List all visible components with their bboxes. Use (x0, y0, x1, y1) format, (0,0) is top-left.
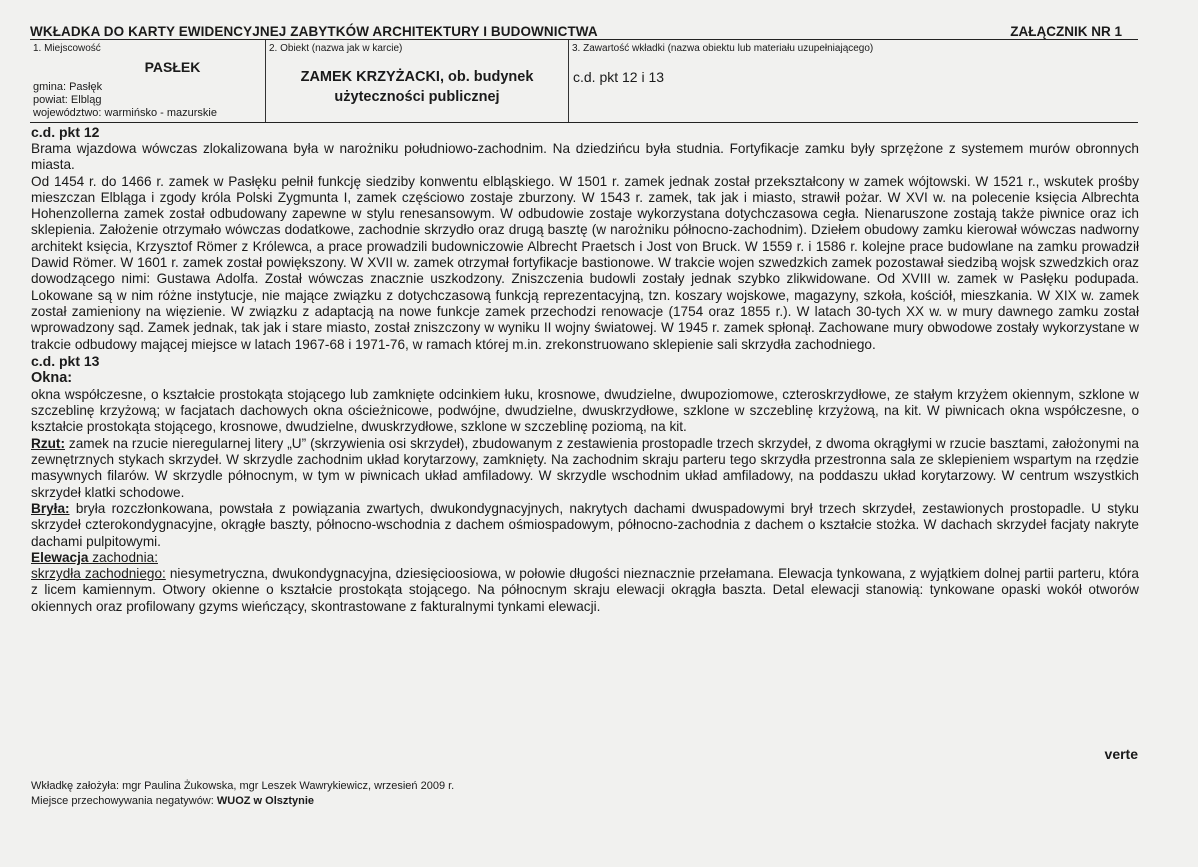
content-field (569, 40, 1138, 122)
west-wing-text: niesymetryczna, dwukondygnacyjna, dziesięcioosiowa, w połowie długości nieznacznie przełamana. Elewacja tynkowana, z wyjątkiem dolnej partii parteru, która z licem kamiennym. Otwory okienne o kształcie prostokąta stojącego. Na północnym skraju elewacji okrągła baszta. Detal elewacji stanowią: tynkowane opaski wokół otworów okiennych oraz profilowany gzyms wieńczący, skontrastowane z fakturalnymi tynkami elewacji. (31, 566, 1139, 614)
paragraph-windows: okna współczesne, o kształcie prostokąta stojącego lub zamknięte odcinkiem łuku, krosnowe, dwudzielne, dwupoziomowe, czteroskrzydłowe, ze stałym krzyżem okiennym, szklone w szczeblinę krzyżową; w facjatach dachowych okna ościeżnicowe, podwójne, dwudzielne, dwuskrzydłowe, szklone w szczeblinę krzyżową, na kit. W piwnicach okna współczesne, o kształcie prostokąta stojącego, krosnowe, dwudzielne, dwuskrzydłowe, szklone w szczeblinę poziomą, na kit. (31, 386, 1139, 435)
massing-label: Bryła: (31, 500, 70, 516)
locality-field (30, 40, 266, 122)
elevation-sublabel: zachodnia: (88, 549, 158, 565)
wojewodztwo-text: województwo: warmińsko - mazurskie (33, 107, 217, 119)
west-wing-label: skrzydła zachodniego: (31, 566, 166, 582)
paragraph-plan (31, 436, 1139, 501)
object-field (266, 40, 569, 122)
admin-units (30, 81, 265, 120)
form-title: WKŁADKA DO KARTY EWIDENCYJNEJ ZABYTKÓW ARCHITEKTURY I BUDOWNICTWA (30, 24, 598, 39)
content-label: 3. Zawartość wkładki (nazwa obiektu lub materiału uzupełniającego) (572, 43, 874, 54)
authors-line: Wkładkę założyła: mgr Paulina Żukowska, mgr Leszek Wawrykiewicz, wrzesień 2009 r. (31, 780, 455, 792)
paragraph-massing (31, 501, 1139, 550)
elevation-heading (31, 550, 1139, 566)
plan-text: zamek na rzucie nieregularnej litery „U” (skrzywienia osi skrzydeł), zbudowanym z zestawienia prostopadle trzech skrzydeł, z dwoma okrągłymi w rzucie basztami, założonymi na zewnętrznych stykach skrzydeł. W skrzydle zachodnim układ korytarzowy, zamknięty. Na zachodnim skraju parteru tego skrzydła przestronna sala ze sklepieniem wspartym na rzędzie masywnych filarów. W skrzydle północnym, w tym w piwnicach układ amfiladowy. W skrzydle wschodnim układ amfiladowy, na poddaszu układ korytarzowy. W centrum wszystkich skrzydeł klatki schodowe. (31, 435, 1139, 500)
paragraph-history: Od 1454 r. do 1466 r. zamek w Pasłęku pełnił funkcję siedziby konwentu elbląskiego. W 1501 r. zamek jednak został przekształcony w zamek wójtowski. W 1521 r., wskutek prośby mieszczan Elbląga i zgody króla Polski Zygmunta I, zamek częściowo zostaje zburzony. W 1543 r. zamek, tak jak i miasto, strawił pożar. W XVI w. na polecenie księcia Albrechta Hohenzollerna zamek został odbudowany zapewne w stylu renesansowym. W odbudowie zostaje wykorzystana dotychczasowa cegła. Nienaruszone zostają także piwnice oraz ich sklepienia. Założenie otrzymało wówczas dodatkowe, zachodnie skrzydło oraz drugą basztę (w narożniku północno-zachodnim). Dziełem obudowy zamku kierował wówczas nadworny architekt księcia, Krzysztof Römer z Królewca, a prace prowadzili budowniczowie Albrecht Praetsch i Jost von Bruck. W 1559 r. i 1586 r. kolejne prace budowlane na zamku prowadził Dawid Römer. W 1601 r. zamek został powiększony. W XVII w. zamek otrzymał fortyfikacje bastionowe. W trakcie wojen szwedzkich zamek pozostawał siedzibą wojsk szwedzkich oraz dowodzącego nimi: Gustawa Adolfa. Został wówczas znacznie uszkodzony. Zniszczenia budowli zostały jednak szybko zlikwidowane. Od XVIII w. zamek w Pasłęku podupada. Lokowane są w nim różne instytucje, nie mające związku z dotychczasową funkcją reprezentacyjną, tzn. koszary wojskowe, magazyny, szkoła, kościół, mieszkania. W XIX w. zamek został zamieniony na więzienie. W związku z adaptacją na nowe funkcje zamek przechodzi renowacje (1754 oraz 1855 r.). W latach 30-tych XX w. w mury dawnego zamku został wprowadzony sąd. Zamek jednak, tak jak i stare miasto, został zniszczony w wyniku II wojny światowej. W 1945 r. zamek spłonął. Zachowane mury obwodowe zostały wykorzystane w trakcie odbudowy mającej miejsce w latach 1967-68 i 1971-76, w ramach której m.in. zrekonstruowano sklepienie sali skrzydła zachodniego. (31, 173, 1139, 352)
locality-label: 1. Miejscowość (33, 43, 101, 54)
gmina-text: gmina: Pasłęk (33, 81, 103, 93)
section-heading-pkt13: c.d. pkt 13 (31, 352, 100, 369)
object-name: ZAMEK KRZYŻACKI, ob. budynek użyteczności publicznej (300, 69, 534, 105)
content-value: c.d. pkt 12 i 13 (573, 69, 665, 85)
header-fields (30, 40, 1138, 123)
object-label: 2. Obiekt (nazwa jak w karcie) (269, 43, 403, 54)
paragraph-gate: Brama wjazdowa wówczas zlokalizowana była w narożniku południowo-zachodnim. Na dziedzińcu była studnia. Fortyfikacje zamku były sprzężone z systemem murów obronnych miasta. (31, 141, 1139, 173)
powiat-text: powiat: Elbląg (33, 94, 102, 106)
massing-text: bryła rozczłonkowana, powstała z powiązania zwartych, dwukondygnacyjnych, nakrytych dachami dwuspadowymi brył trzech skrzydeł, zestawionych prostopadle. U styku skrzydeł czterokondygnacyjne, okrągłe baszty, północno-wschodnia z dachem ośmiospadowym, północno-zachodnia z dachem o kształcie stożka. W dachach skrzydeł facjaty nakryte dachami pulpitowymi. (31, 500, 1139, 549)
paragraph-west-wing (31, 566, 1139, 615)
verte-label: verte (1104, 746, 1138, 762)
section-heading-pkt12: c.d. pkt 12 (31, 124, 100, 140)
storage-value: WUOZ w Olsztynie (216, 795, 315, 807)
plan-label: Rzut: (31, 435, 65, 451)
windows-heading: Okna: (31, 369, 73, 386)
storage-line (31, 794, 454, 809)
document-body (31, 124, 1139, 615)
elevation-label: Elewacja (31, 549, 89, 565)
storage-label: Miejsce przechowywania negatywów: (31, 795, 217, 807)
annex-label: ZAŁĄCZNIK NR 1 (1010, 24, 1122, 39)
city-name: PASŁEK (144, 59, 201, 75)
footer (31, 779, 454, 809)
